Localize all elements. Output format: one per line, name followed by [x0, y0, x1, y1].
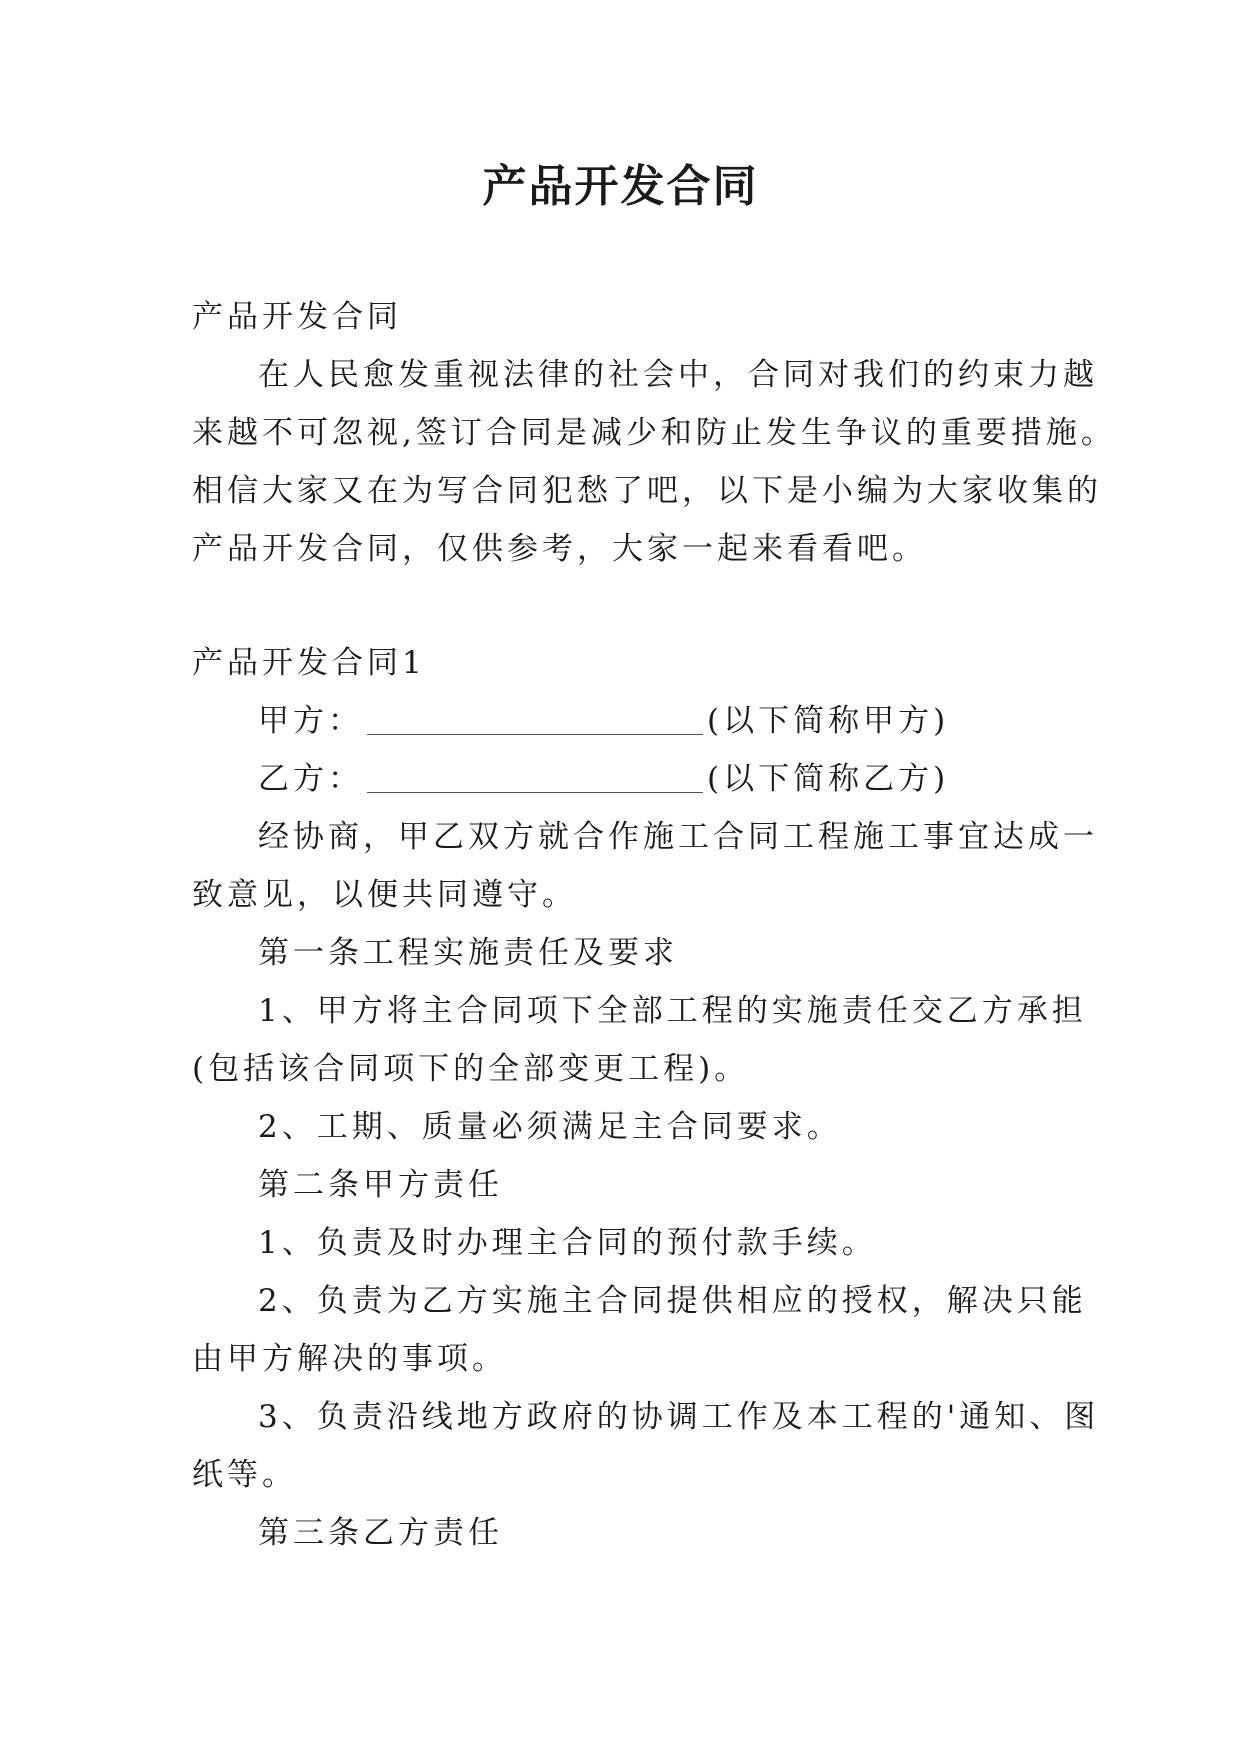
paragraph-line: 经协商，甲乙双方就合作施工合同工程施工事宜达成一: [258, 819, 1098, 855]
article-2-heading: 第二条甲方责任: [258, 1167, 503, 1203]
paragraph-line: 2、负责为乙方实施主合同提供相应的授权，解决只能: [258, 1283, 1087, 1319]
paragraph-line: (包括该合同项下的全部变更工程)。: [192, 1051, 750, 1087]
article-2-item-2: [192, 1272, 1087, 1388]
paragraph-line: 产品开发合同，仅供参考，大家一起来看看吧。: [192, 531, 927, 567]
party-a-suffix: (以下简称甲方): [707, 703, 950, 739]
article-2-item-3: [192, 1388, 1100, 1504]
paragraph-line: 1、甲方将主合同项下全部工程的实施责任交乙方承担: [258, 993, 1087, 1029]
paragraph-line: 相信大家又在为写合同犯愁了吧，以下是小编为大家收集的: [192, 473, 1102, 509]
section-heading: 产品开发合同1: [192, 645, 426, 681]
party-a-blank-field: [367, 704, 703, 735]
article-1-item-1: [192, 982, 1087, 1098]
paragraph-line: 致意见，以便共同遵守。: [192, 877, 577, 913]
party-b-label: 乙方：: [258, 761, 363, 797]
party-a-line: [192, 692, 1054, 750]
party-b-line: [192, 750, 1054, 808]
paragraph-line: 3、负责沿线地方政府的协调工作及本工程的'通知、图: [258, 1399, 1100, 1435]
paragraph-line: 由甲方解决的事项。: [192, 1341, 507, 1377]
intro-heading: 产品开发合同: [192, 299, 402, 335]
document-title: 产品开发合同: [482, 161, 759, 212]
article-1-item-2: 2、工期、质量必须满足主合同要求。: [258, 1109, 842, 1145]
agreement-paragraph: [192, 808, 1098, 924]
party-b-suffix: (以下简称乙方): [707, 761, 950, 797]
paragraph-line: 纸等。: [192, 1457, 297, 1493]
document-body: [192, 288, 1116, 1562]
article-3-heading: 第三条乙方责任: [258, 1515, 503, 1551]
party-a-label: 甲方：: [258, 703, 363, 739]
article-1-heading: 第一条工程实施责任及要求: [258, 935, 678, 971]
paragraph-line: 来越不可忽视,签订合同是减少和防止发生争议的重要措施。: [192, 415, 1116, 451]
paragraph-line: 在人民愈发重视法律的社会中，合同对我们的约束力越: [258, 357, 1098, 393]
party-b-blank-field: [367, 762, 703, 793]
article-2-item-1: 1、负责及时办理主合同的预付款手续。: [258, 1225, 877, 1261]
intro-paragraph: [192, 346, 1116, 578]
